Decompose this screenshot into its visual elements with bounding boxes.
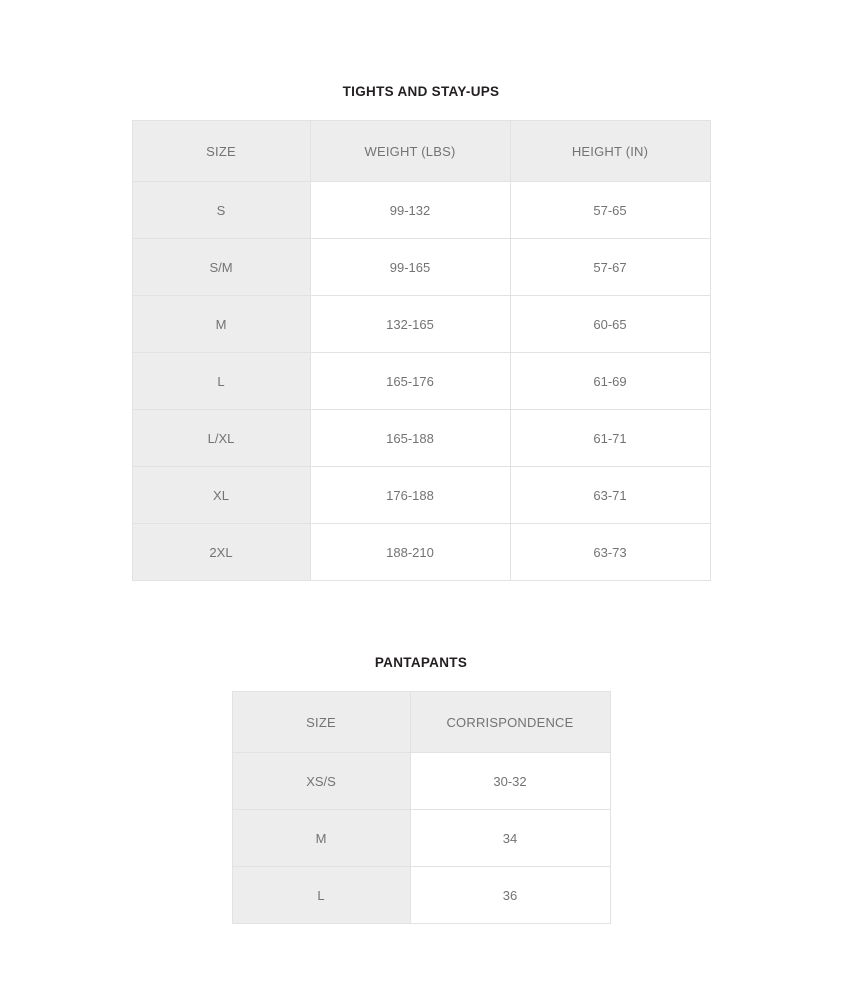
cell-size: M <box>232 810 410 867</box>
column-header-corrispondence: CORRISPONDENCE <box>410 692 610 753</box>
cell-height: 61-71 <box>510 410 710 467</box>
table-row <box>132 467 710 524</box>
cell-size: S <box>132 182 310 239</box>
cell-weight: 176-188 <box>310 467 510 524</box>
table-row <box>132 296 710 353</box>
cell-weight: 165-188 <box>310 410 510 467</box>
cell-size: S/M <box>132 239 310 296</box>
table-row <box>232 753 610 810</box>
table-row <box>132 239 710 296</box>
table-header <box>232 692 610 753</box>
cell-weight: 188-210 <box>310 524 510 581</box>
cell-weight: 165-176 <box>310 353 510 410</box>
column-header-size: SIZE <box>232 692 410 753</box>
size-table-pantapants <box>232 691 611 924</box>
table-row <box>232 867 610 924</box>
page-title-pantapants: PANTAPANTS <box>374 655 468 670</box>
table-header <box>132 121 710 182</box>
column-header-height: HEIGHT (IN) <box>510 121 710 182</box>
cell-size: L <box>132 353 310 410</box>
cell-weight: 132-165 <box>310 296 510 353</box>
table-body <box>232 753 610 924</box>
cell-size: M <box>132 296 310 353</box>
cell-corrispondence: 34 <box>410 810 610 867</box>
cell-size: XS/S <box>232 753 410 810</box>
cell-height: 57-67 <box>510 239 710 296</box>
cell-height: 63-73 <box>510 524 710 581</box>
cell-height: 57-65 <box>510 182 710 239</box>
section-pantapants <box>0 655 842 924</box>
cell-height: 63-71 <box>510 467 710 524</box>
cell-size: L/XL <box>132 410 310 467</box>
table-row <box>132 182 710 239</box>
section-divider-space <box>0 581 842 655</box>
cell-corrispondence: 36 <box>410 867 610 924</box>
cell-height: 61-69 <box>510 353 710 410</box>
table-row <box>232 810 610 867</box>
cell-size: 2XL <box>132 524 310 581</box>
cell-size: L <box>232 867 410 924</box>
table-header-row <box>232 692 610 753</box>
page-title-tights: TIGHTS AND STAY-UPS <box>342 84 500 99</box>
table-header-row <box>132 121 710 182</box>
column-header-size: SIZE <box>132 121 310 182</box>
cell-height: 60-65 <box>510 296 710 353</box>
column-header-weight: WEIGHT (LBS) <box>310 121 510 182</box>
section-tights-and-stay-ups <box>0 84 842 581</box>
cell-size: XL <box>132 467 310 524</box>
cell-weight: 99-132 <box>310 182 510 239</box>
cell-corrispondence: 30-32 <box>410 753 610 810</box>
table-row <box>132 410 710 467</box>
table-body <box>132 182 710 581</box>
table-row <box>132 524 710 581</box>
size-table-tights <box>132 120 711 581</box>
cell-weight: 99-165 <box>310 239 510 296</box>
table-row <box>132 353 710 410</box>
